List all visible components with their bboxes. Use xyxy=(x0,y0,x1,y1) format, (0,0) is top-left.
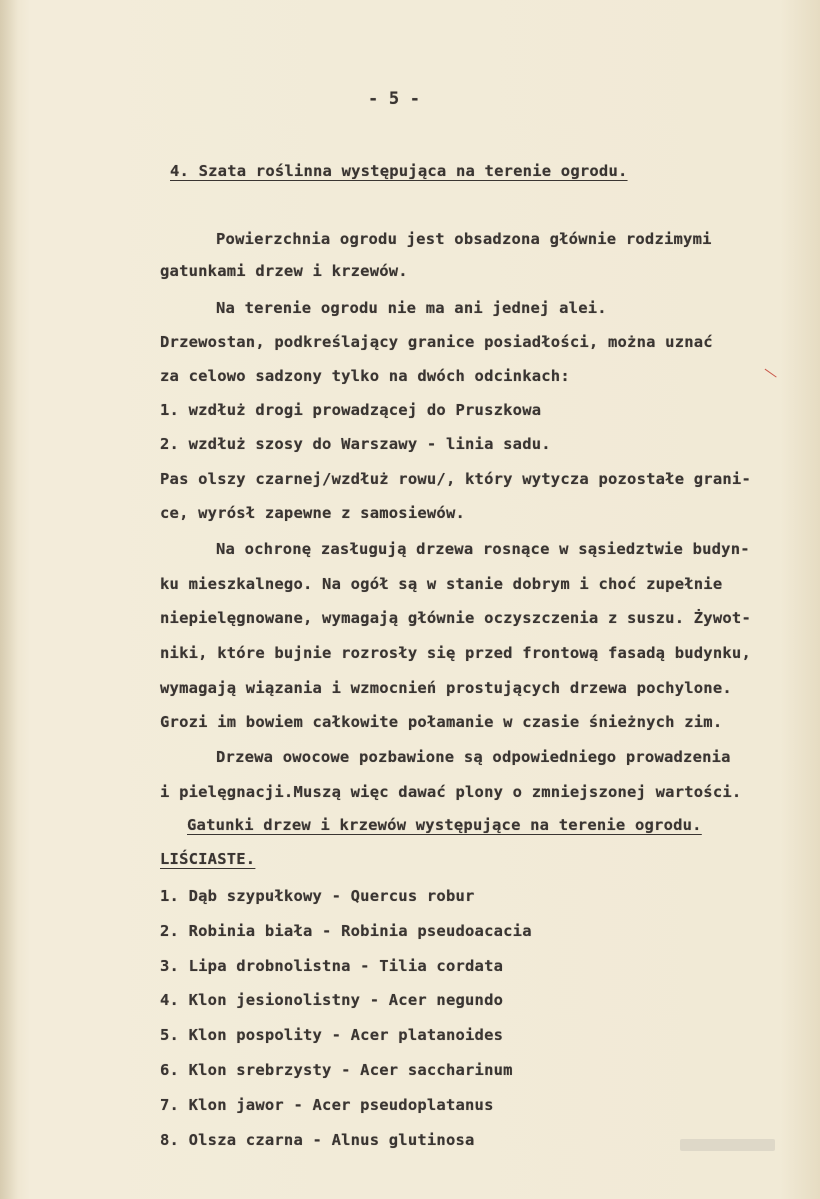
paragraph-line: wymagają wiązania i wzmocnień prostujących drzewa pochylone. xyxy=(160,679,732,697)
paragraph-line: ku mieszkalnego. Na ogół są w stanie dobrym i choć zupełnie xyxy=(160,575,723,593)
species-item: 2. Robinia biała - Robinia pseudoacacia xyxy=(160,922,532,940)
paragraph-line: Drzewostan, podkreślający granice posiadłości, można uznać xyxy=(160,333,713,351)
paragraph-line: 2. wzdłuż szosy do Warszawy - linia sadu. xyxy=(160,435,551,453)
species-item: 8. Olsza czarna - Alnus glutinosa xyxy=(160,1131,475,1149)
paragraph-line: Grozi im bowiem całkowite połamanie w czasie śnieżnych zim. xyxy=(160,713,723,731)
page-edge-shadow xyxy=(0,0,18,1199)
species-heading: Gatunki drzew i krzewów występujące na terenie ogrodu. xyxy=(187,816,702,834)
species-item: 1. Dąb szypułkowy - Quercus robur xyxy=(160,887,475,905)
paragraph-line: Na terenie ogrodu nie ma ani jednej alei. xyxy=(216,299,607,317)
paragraph-line: ce, wyrósł zapewne z samosiewów. xyxy=(160,504,466,522)
species-item: 6. Klon srebrzysty - Acer saccharinum xyxy=(160,1061,513,1079)
species-item: 4. Klon jesionolistny - Acer negundo xyxy=(160,991,504,1009)
section-heading: 4. Szata roślinna występująca na terenie ogrodu. xyxy=(170,162,628,180)
category-heading: LIŚCIASTE. xyxy=(160,850,256,868)
paragraph-line: Na ochronę zasługują drzewa rosnące w sąsiedztwie budyn- xyxy=(216,540,750,558)
faint-stamp-mark xyxy=(680,1139,775,1151)
red-pencil-mark xyxy=(765,360,783,377)
paragraph-line: 1. wzdłuż drogi prowadzącej do Pruszkowa xyxy=(160,401,542,419)
paragraph-line: niki, które bujnie rozrosły się przed frontową fasadą budynku, xyxy=(160,644,751,662)
paragraph-line: Drzewa owocowe pozbawione są odpowiedniego prowadzenia xyxy=(216,748,731,766)
paragraph-line: i pielęgnacji.Muszą więc dawać plony o zmniejszonej wartości. xyxy=(160,783,742,801)
paragraph-line: gatunkami drzew i krzewów. xyxy=(160,262,408,280)
paragraph-line: Pas olszy czarnej/wzdłuż rowu/, który wytycza pozostałe grani- xyxy=(160,470,751,488)
species-item: 5. Klon pospolity - Acer platanoides xyxy=(160,1026,504,1044)
paragraph-line: za celowo sadzony tylko na dwóch odcinkach: xyxy=(160,367,570,385)
species-item: 3. Lipa drobnolistna - Tilia cordata xyxy=(160,957,504,975)
paragraph-line: niepielęgnowane, wymagają głównie oczyszczenia z suszu. Żywot- xyxy=(160,609,751,627)
page-number: - 5 - xyxy=(368,89,421,109)
species-item: 7. Klon jawor - Acer pseudoplatanus xyxy=(160,1096,494,1114)
paragraph-line: Powierzchnia ogrodu jest obsadzona głównie rodzimymi xyxy=(216,230,712,248)
